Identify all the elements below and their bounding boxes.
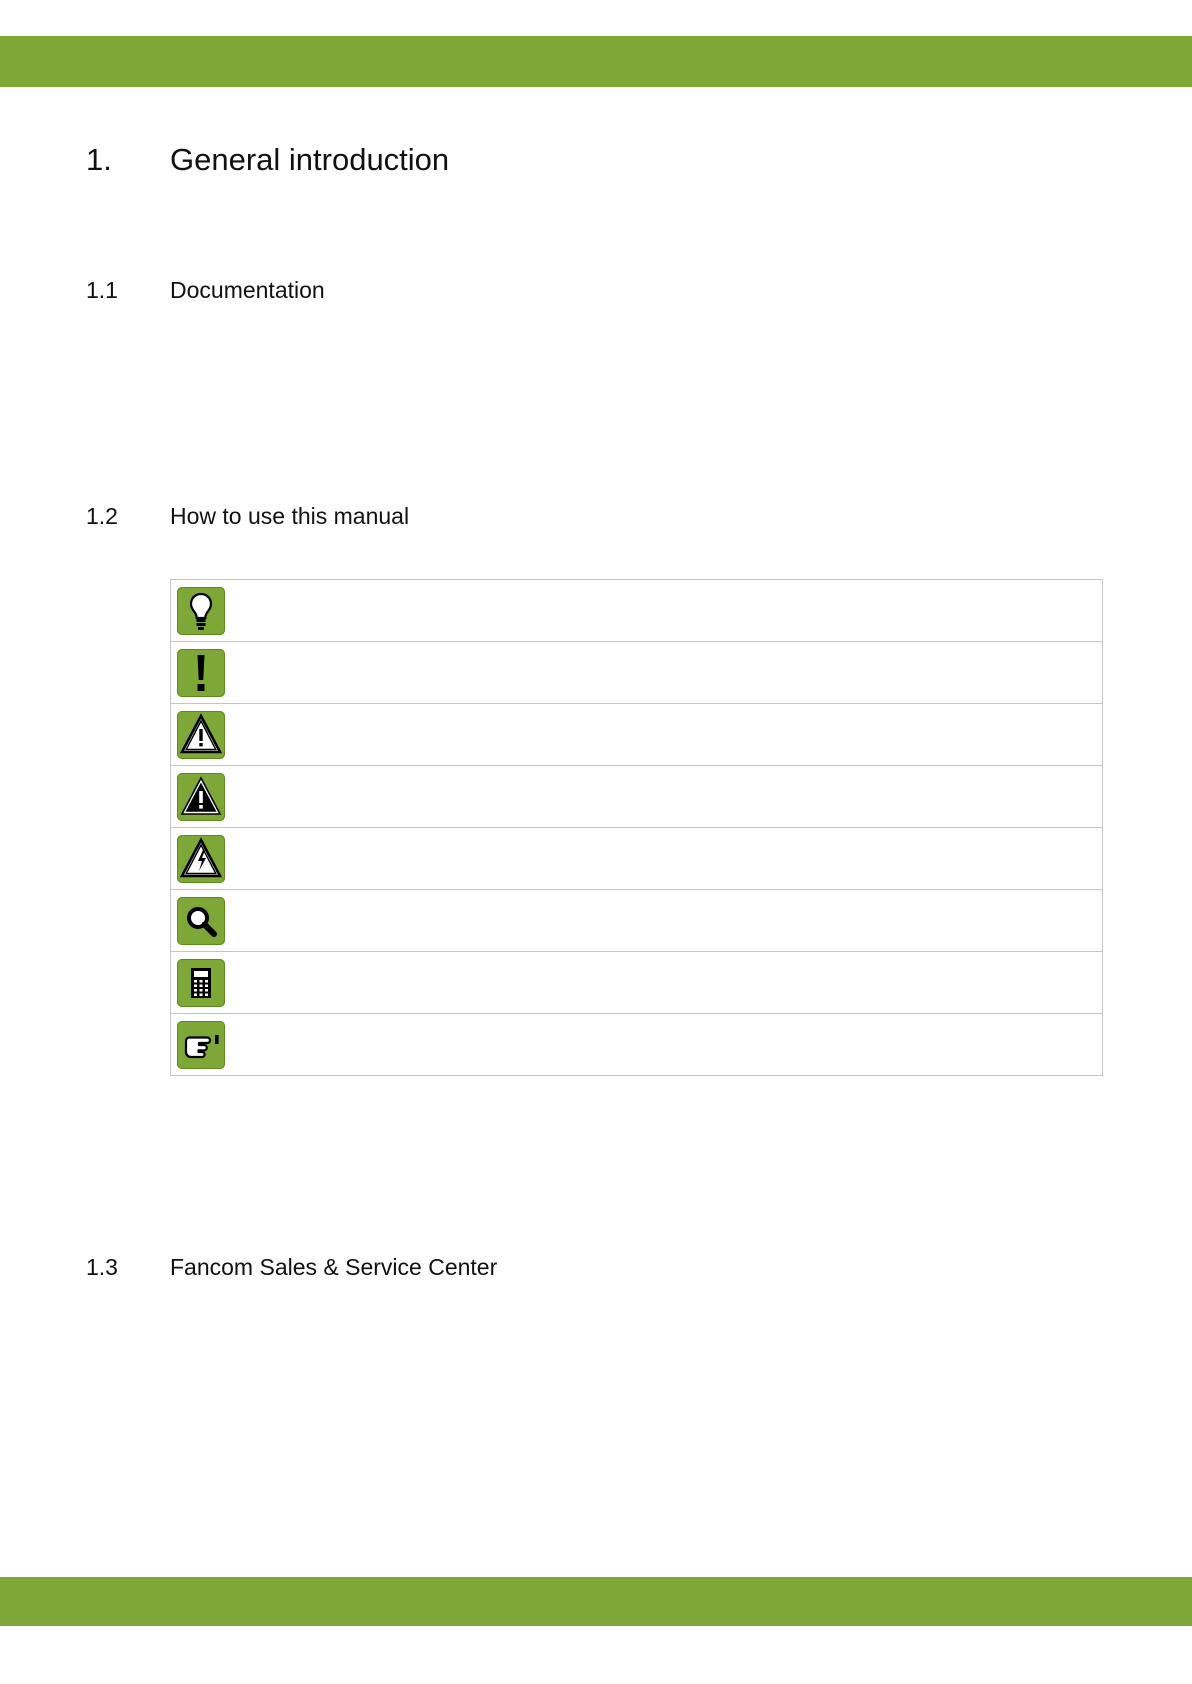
icon-legend-table <box>170 579 1103 1076</box>
section-number: 1.3 <box>86 1254 118 1280</box>
chapter-number: 1. <box>86 142 112 177</box>
section-heading-documentation <box>86 277 986 307</box>
calculator-icon <box>177 959 225 1007</box>
section-heading-sales-service <box>86 1254 986 1284</box>
icon-legend-row <box>171 704 1103 766</box>
icon-legend-row <box>171 642 1103 704</box>
icon-legend-row <box>171 580 1103 642</box>
icon-legend-row <box>171 1014 1103 1076</box>
section-heading-how-to-use <box>86 503 986 533</box>
section-number: 1.2 <box>86 503 118 529</box>
section-title: How to use this manual <box>170 503 410 529</box>
high-voltage-icon <box>177 835 225 883</box>
section-title: Fancom Sales & Service Center <box>170 1254 498 1280</box>
icon-legend-row <box>171 952 1103 1014</box>
lightbulb-icon <box>177 587 225 635</box>
pointing-hand-icon <box>177 1021 225 1069</box>
section-title: Documentation <box>170 277 325 303</box>
warning-triangle-outline-icon <box>177 711 225 759</box>
icon-legend-row <box>171 890 1103 952</box>
section-number: 1.1 <box>86 277 118 303</box>
exclamation-icon <box>177 649 225 697</box>
icon-legend-row <box>171 766 1103 828</box>
warning-triangle-filled-icon <box>177 773 225 821</box>
chapter-heading <box>86 142 986 182</box>
icon-legend-row <box>171 828 1103 890</box>
magnifier-icon <box>177 897 225 945</box>
header-band <box>0 36 1192 87</box>
chapter-title: General introduction <box>170 142 450 177</box>
footer-band <box>0 1577 1192 1626</box>
